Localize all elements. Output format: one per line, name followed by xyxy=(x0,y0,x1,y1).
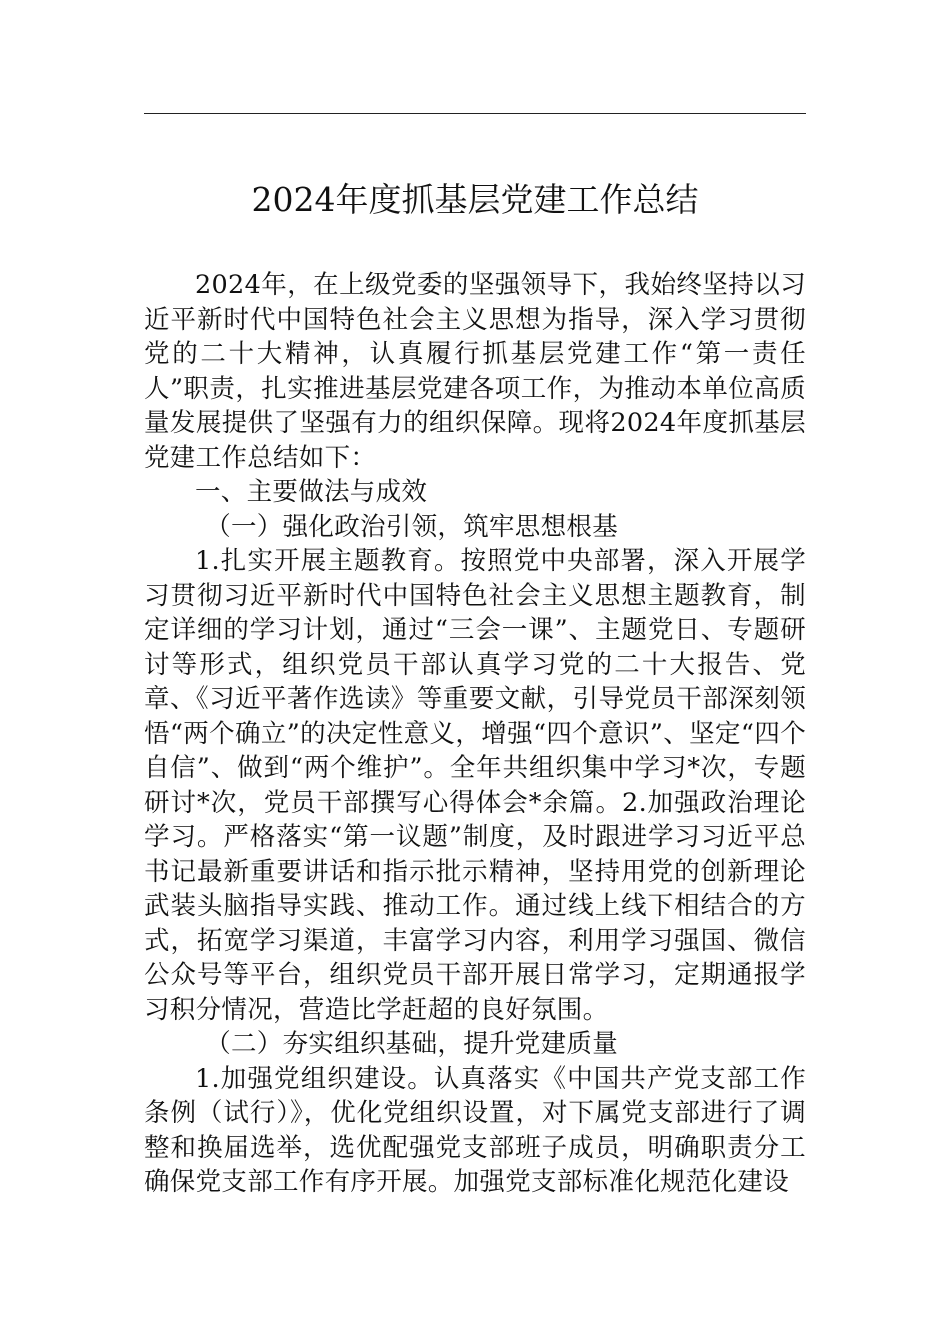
subsection-heading: （二）夯实组织基础，提升党建质量 xyxy=(205,1029,618,1059)
header-rule xyxy=(144,113,806,114)
document-body xyxy=(144,268,806,1200)
body-paragraph: 1.加强党组织建设。认真落实《中国共产党支部工作条例（试行）》，优化党组织设置，对下属党支部进行了调整和换届选举，选优配强党支部班子成员，明确职责分工确保党支部工作有序开展。加强党支部标准化规范化建设 xyxy=(144,1063,806,1197)
subsection-heading: （一）强化政治引领，筑牢思想根基 xyxy=(205,511,618,542)
document-title: 2024年度抓基层党建工作总结 xyxy=(251,180,699,219)
body-paragraph: 1.扎实开展主题教育。按照党中央部署，深入开展学习贯彻习近平新时代中国特色社会主义思想主题教育，制定详细的学习计划，通过“三会一课”、主题党日、专题研讨等形式，组织党员干部认真学习党的二十大报告、党章、《习近平著作选读》等重要文献，引导党员干部深刻领悟“两个确立”的决定性意义，增强“四个意识”、坚定“四个自信”、做到“两个维护”。全年共组织集中学习*次，专题研讨*次，党员干部撰写心得体会*余篇。2.加强政治理论学习。严格落实“第一议题”制度，及时跟进学习习近平总书记最新重要讲话和指示批示精神，坚持用党的创新理论武装头脑指导实践、推动工作。通过线上线下相结合的方式，拓宽学习渠道，丰富学习内容，利用学习强国、微信公众号等平台，组织党员干部开展日常学习，定期通报学习积分情况，营造比学赶超的良好氛围。 xyxy=(144,546,806,1025)
intro-paragraph: 2024年，在上级党委的坚强领导下，我始终坚持以习近平新时代中国特色社会主义思想为指导，深入学习贯彻党的二十大精神，认真履行抓基层党建工作“第一责任人”职责，扎实推进基层党建各项工作，为推动本单位高质量发展提供了坚强有力的组织保障。现将2024年度抓基层党建工作总结如下： xyxy=(144,270,806,473)
section-heading: 一、主要做法与成效 xyxy=(195,477,428,507)
